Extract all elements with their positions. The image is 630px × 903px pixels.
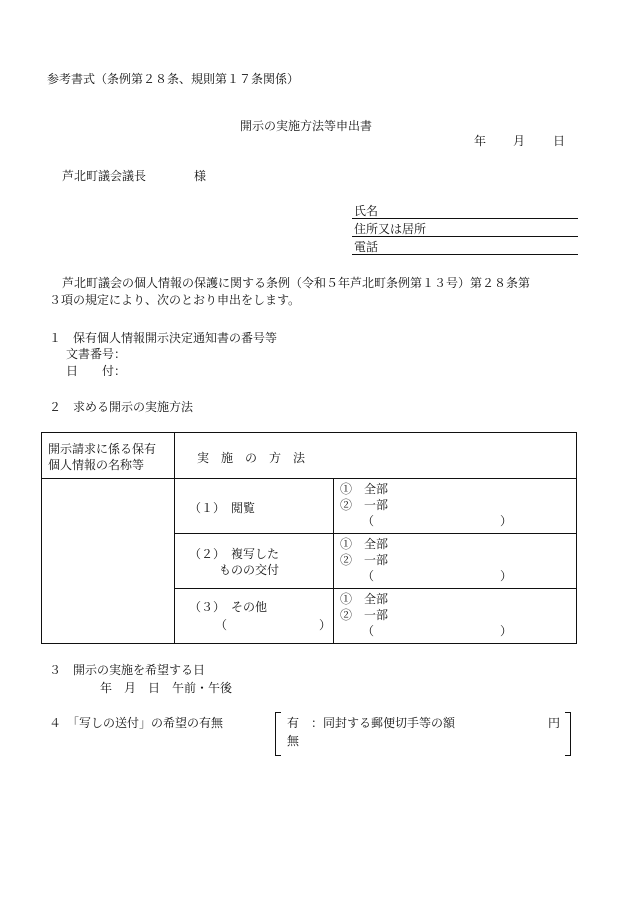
applicant-name-label: 氏名 xyxy=(354,204,379,218)
row1-option-all[interactable]: ① 全部 xyxy=(340,482,389,496)
date-label: 日 付： xyxy=(66,364,127,378)
date-month: 月 xyxy=(513,134,526,148)
intro-line-1: 芦北町議会の個人情報の保護に関する条例（令和５年芦北町条例第１３号）第２８条第 xyxy=(62,276,531,290)
send-copy-yes[interactable]: 有 ：同封する郵便切手等の額 xyxy=(287,716,456,730)
addressee-honorific: 様 xyxy=(194,169,207,183)
options-cell-3 xyxy=(334,589,577,644)
applicant-address-field[interactable] xyxy=(352,236,578,237)
method-1-label: （１） 閲覧 xyxy=(189,501,256,515)
row2-paren-open: （ xyxy=(362,569,375,583)
method-cell-2 xyxy=(175,534,334,589)
row1-paren-open: （ xyxy=(362,514,375,528)
method-3-label: （３） その他 xyxy=(189,600,268,614)
currency-yen: 円 xyxy=(548,716,561,730)
method-2-label-line1: （２） 複写した xyxy=(189,547,280,561)
row3-paren-open: （ xyxy=(362,624,375,638)
row2-option-part[interactable]: ② 一部 xyxy=(340,553,389,567)
row1-option-part[interactable]: ② 一部 xyxy=(340,498,389,512)
document-title: 開示の実施方法等申出書 xyxy=(240,119,373,133)
options-cell-1 xyxy=(334,479,577,534)
row3-option-part[interactable]: ② 一部 xyxy=(340,608,389,622)
header-col1-line1: 開示請求に係る保有 xyxy=(48,442,157,456)
method-cell-3 xyxy=(175,589,334,644)
disclosure-method-table xyxy=(41,432,577,644)
reference-format: 参考書式（条例第２８条、規則第１７条関係） xyxy=(47,72,300,86)
row2-paren-close: ） xyxy=(500,569,513,583)
section1-heading: １ 保有個人情報開示決定通知書の番号等 xyxy=(49,331,278,345)
applicant-phone-field[interactable] xyxy=(352,254,578,255)
send-copy-no[interactable]: 無 xyxy=(287,734,300,748)
desired-date-line: 年 月 日 午前・午後 xyxy=(100,681,233,695)
method-cell-1 xyxy=(175,479,334,534)
right-bracket xyxy=(565,712,571,756)
header-col2: 実 施 の 方 法 xyxy=(197,451,306,465)
section2-heading: ２ 求める開示の実施方法 xyxy=(49,400,194,414)
info-name-input-cell[interactable] xyxy=(42,479,175,644)
row2-option-all[interactable]: ① 全部 xyxy=(340,537,389,551)
method-3-paren-close: ） xyxy=(319,618,332,632)
method-3-paren-open: （ xyxy=(215,618,228,632)
header-info-name-cell xyxy=(42,433,175,479)
header-col1-line2: 個人情報の名称等 xyxy=(48,458,145,472)
applicant-phone-label: 電話 xyxy=(354,240,379,254)
row3-paren-close: ） xyxy=(500,624,513,638)
section3-heading: ３ 開示の実施を希望する日 xyxy=(49,663,206,677)
applicant-address-label: 住所又は居所 xyxy=(354,222,427,236)
addressee-name: 芦北町議会議長 xyxy=(62,169,147,183)
header-method-cell xyxy=(175,433,577,479)
options-cell-2 xyxy=(334,534,577,589)
section4-heading: ４ 「写しの送付」の希望の有無 xyxy=(49,716,224,730)
applicant-name-field[interactable] xyxy=(352,218,578,219)
date-year: 年 xyxy=(474,134,487,148)
row1-paren-close: ） xyxy=(500,514,513,528)
left-bracket xyxy=(275,712,281,756)
row3-option-all[interactable]: ① 全部 xyxy=(340,592,389,606)
intro-line-2: ３項の規定により、次のとおり申出をします。 xyxy=(49,293,301,307)
method-2-label-line2: ものの交付 xyxy=(219,563,280,577)
date-day: 日 xyxy=(553,134,566,148)
doc-number-label: 文書番号： xyxy=(66,347,127,361)
